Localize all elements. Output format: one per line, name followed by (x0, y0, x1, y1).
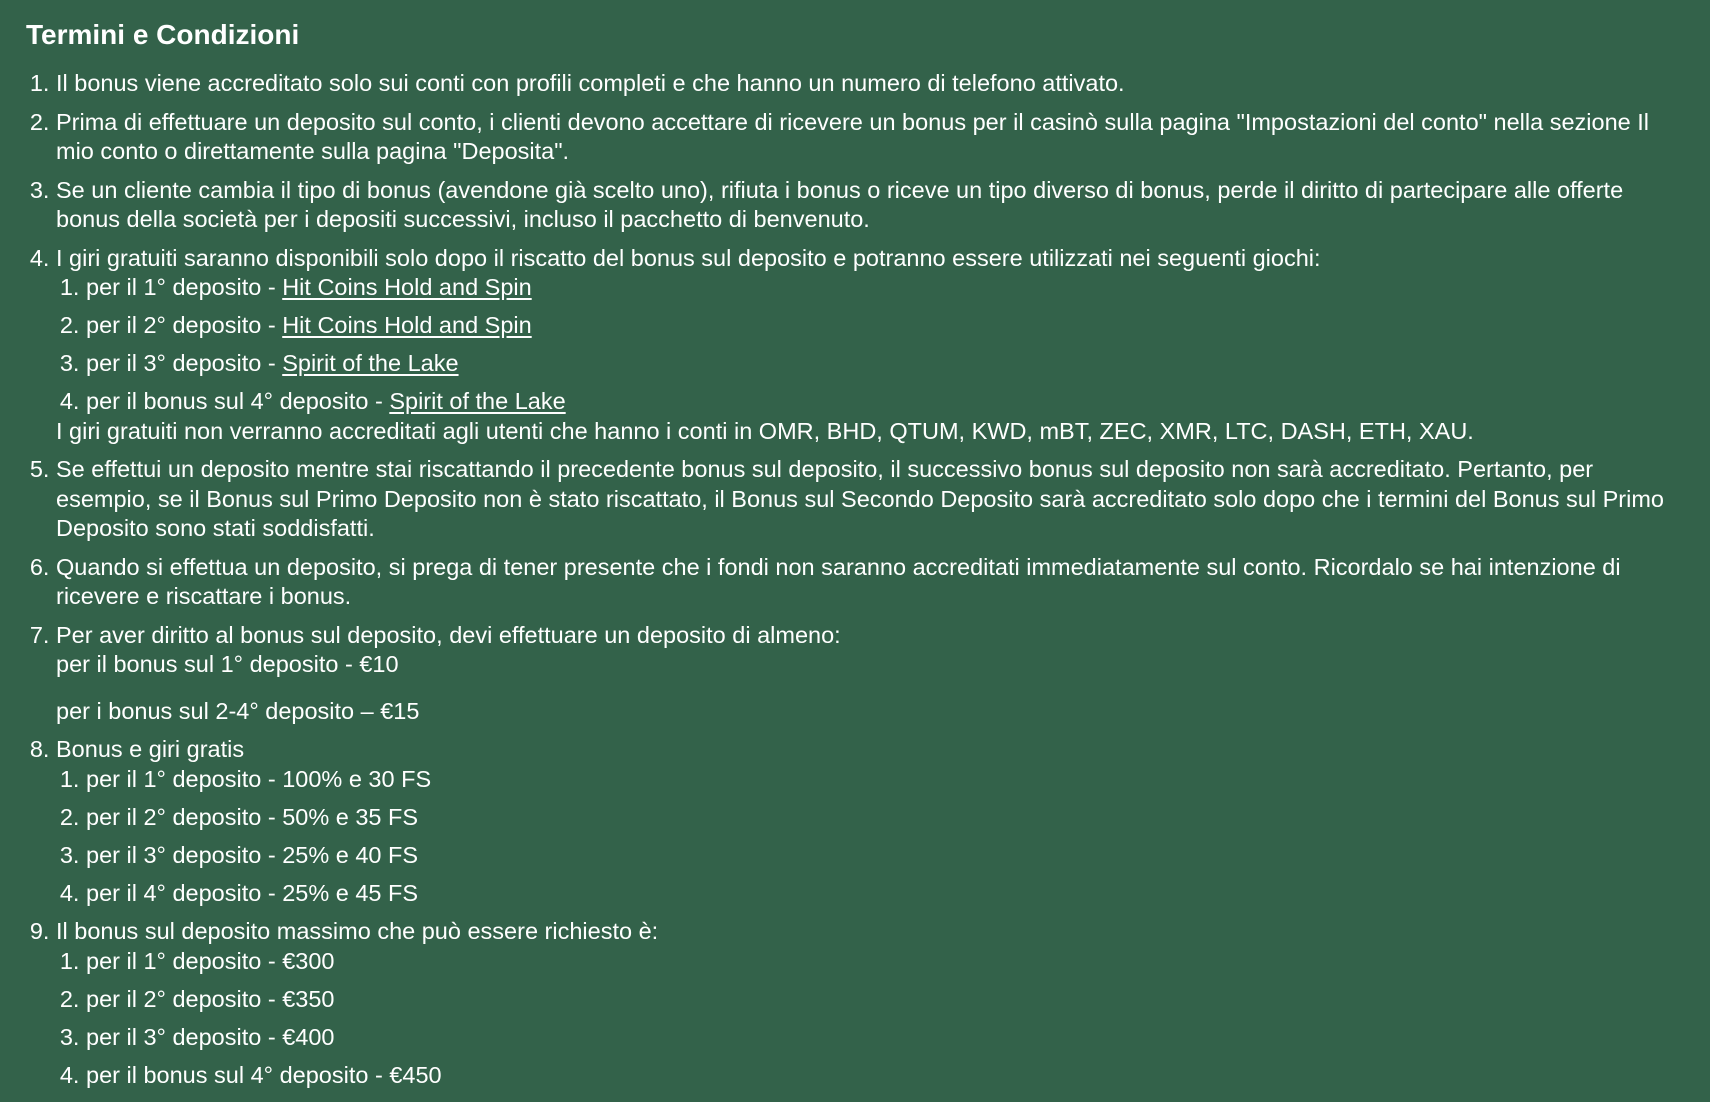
list-item: 4. per il bonus sul 4° deposito - €450 (86, 1061, 1682, 1091)
term-text: 7. Per aver diritto al bonus sul deposito, devi effettuare un deposito di almeno: (56, 621, 841, 648)
term-text: 8. Bonus e giri gratis (56, 736, 245, 762)
term-text: 9. Il bonus sul deposito massimo che può essere richiesto è: (56, 918, 659, 944)
list-item (56, 69, 1682, 99)
list-item (86, 387, 1682, 417)
list-item: 1. per il 1° deposito - €300 (86, 947, 1682, 977)
min-deposit-first: per il bonus sul 1° deposito - €10 (56, 651, 399, 677)
term-text: Se effettui un deposito mentre stai riscattando il precedente bonus sul deposito, il successivo bonus sul deposito non sarà accreditato. Pertanto, per esempio, se il Bonus sul Primo Deposito non è stato riscattato, il Bonus sul Secondo Deposito sarà accreditato solo dopo che i termini del Bonus sul Primo Deposito sono stati soddisfatti. (56, 456, 1664, 541)
deposit-label: per il 3° deposito - (86, 350, 283, 376)
list-item: 3. per il 3° deposito - €400 (86, 1023, 1682, 1053)
list-item (56, 455, 1682, 544)
list-item: 4. per il 4° deposito - 25% e 45 FS (86, 879, 1682, 909)
list-item (56, 108, 1682, 167)
list-item (56, 917, 1682, 1090)
term-text: Prima di effettuare un deposito sul conto, i clienti devono accettare di ricevere un bonus per il casinò sulla pagina "Impostazioni del conto" nella sezione Il mio conto o direttamente sulla pagina "Deposita". (56, 108, 1649, 164)
list-item (86, 311, 1682, 341)
list-item: 2. per il 2° deposito - 50% e 35 FS (86, 803, 1682, 833)
game-link[interactable]: Spirit of the Lake (389, 388, 566, 414)
term-text: 4. I giri gratuiti saranno disponibili solo dopo il riscatto del bonus sul deposito e potranno essere utilizzati nei seguenti giochi: (56, 244, 1321, 271)
list-item (56, 553, 1682, 612)
list-item (56, 735, 1682, 908)
list-item: 1. per il 1° deposito - 100% e 30 FS (86, 765, 1682, 795)
term-text: Il bonus viene accreditato solo sui conti con profili completi e che hanno un numero di telefono attivato. (56, 70, 1125, 96)
free-spin-games-list (56, 273, 1682, 417)
min-deposit-others: per i bonus sul 2-4° deposito – €15 (56, 697, 420, 724)
game-link[interactable]: Hit Coins Hold and Spin (282, 312, 532, 338)
list-item (56, 244, 1682, 447)
list-item: 3. per il 3° deposito - 25% e 40 FS (86, 841, 1682, 871)
list-item (86, 349, 1682, 379)
deposit-label: per il 1° deposito - (86, 274, 283, 300)
list-item (86, 273, 1682, 303)
term-text: Se un cliente cambia il tipo di bonus (avendone già scelto uno), rifiuta i bonus o riceve un tipo diverso di bonus, perde il diritto di partecipare alle offerte bonus della società per i depositi successivi, incluso il pacchetto di benvenuto. (56, 176, 1624, 232)
deposit-label: per il bonus sul 4° deposito - (86, 388, 390, 414)
term-text: Quando si effettua un deposito, si prega di tener presente che i fondi non saranno accreditati immediatamente sul conto. Ricordalo se hai intenzione di ricevere e riscattare i bonus. (56, 553, 1621, 609)
terms-list (26, 69, 1682, 1090)
deposit-label: per il 2° deposito - (86, 312, 283, 338)
excluded-currencies-note: I giri gratuiti non verranno accreditati agli utenti che hanno i conti in OMR, BHD, QTUM, KWD, mBT, ZEC, XMR, LTC, DASH, ETH, XAU. (56, 417, 1474, 444)
list-item: 2. per il 2° deposito - €350 (86, 985, 1682, 1015)
bonus-spins-list (56, 765, 1682, 909)
max-bonus-list (56, 947, 1682, 1091)
list-item (56, 621, 1682, 727)
page-title: Termini e Condizioni (26, 19, 300, 50)
game-link[interactable]: Spirit of the Lake (282, 350, 459, 376)
game-link[interactable]: Hit Coins Hold and Spin (282, 274, 532, 300)
list-item (56, 176, 1682, 235)
